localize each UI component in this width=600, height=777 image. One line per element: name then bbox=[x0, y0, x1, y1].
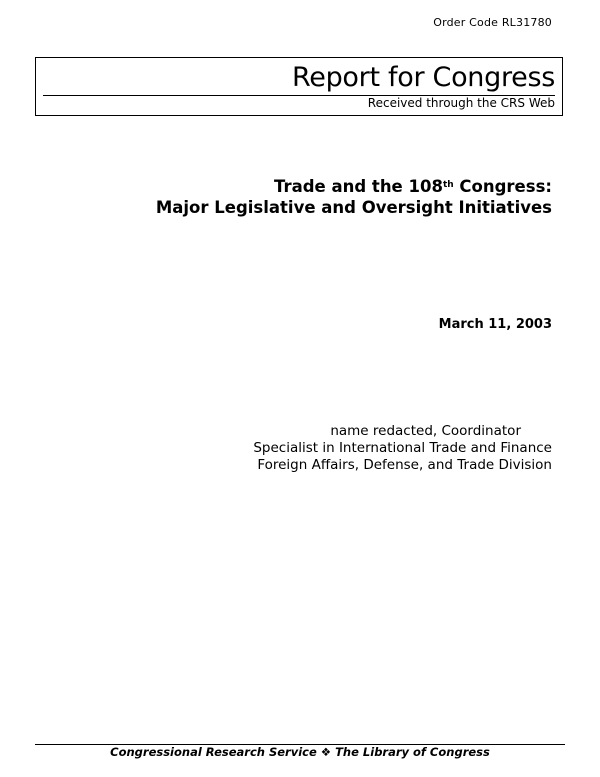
author-name: name redacted, Coordinator bbox=[330, 423, 521, 439]
report-title bbox=[156, 176, 552, 218]
title-superscript: th bbox=[442, 180, 454, 190]
report-header-box bbox=[35, 57, 563, 116]
title-text: Trade and the 108 bbox=[274, 177, 443, 196]
author-block bbox=[253, 423, 552, 474]
report-date: March 11, 2003 bbox=[438, 317, 552, 332]
report-title-line-1 bbox=[156, 176, 552, 197]
report-header-subtitle: Received through the CRS Web bbox=[367, 96, 555, 110]
footer-text: Congressional Research Service ❖ The Library of Congress bbox=[110, 745, 490, 759]
report-title-line-2: Major Legislative and Oversight Initiatives bbox=[155, 198, 552, 217]
report-header-title: Report for Congress bbox=[292, 62, 555, 93]
title-text-suffix: Congress: bbox=[453, 177, 552, 196]
author-division: Foreign Affairs, Defense, and Trade Division bbox=[257, 457, 552, 473]
author-position: Specialist in International Trade and Finance bbox=[253, 440, 552, 456]
order-code: Order Code RL31780 bbox=[433, 16, 552, 29]
